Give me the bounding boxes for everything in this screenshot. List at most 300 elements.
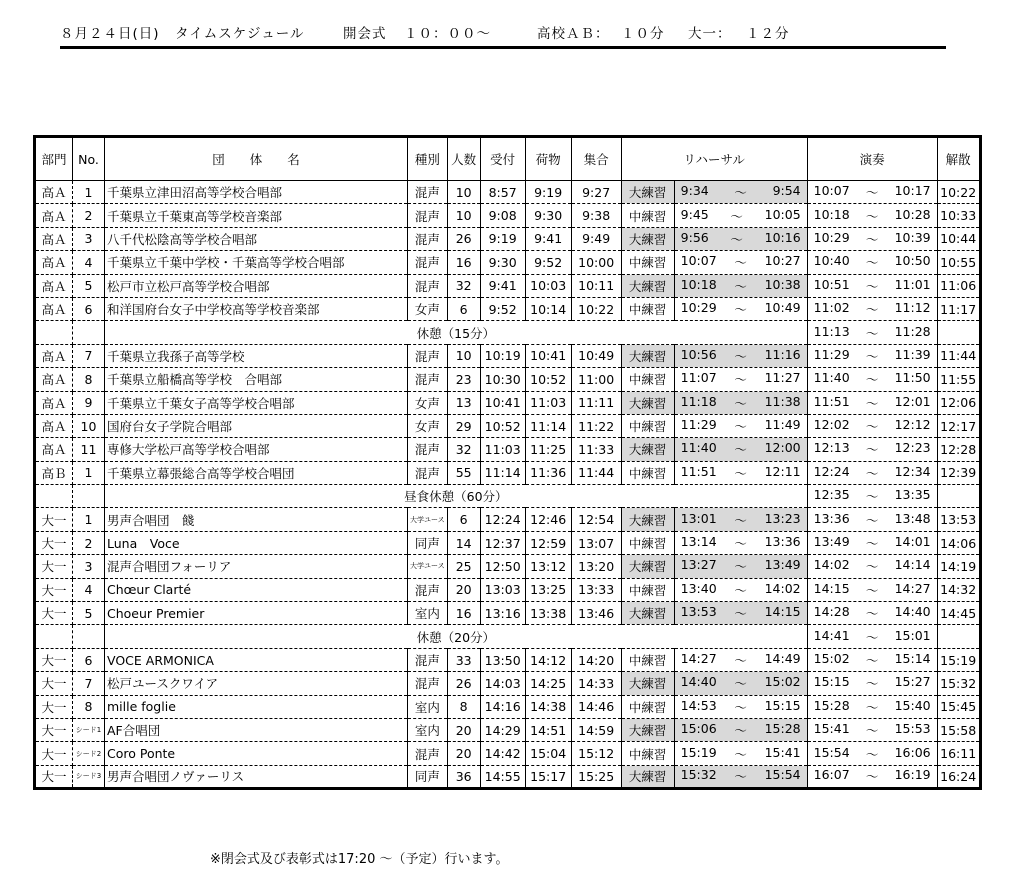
count-cell: 23: [447, 368, 480, 391]
performance-end: 14:40: [894, 604, 931, 620]
rehearsal-start: 15:06: [680, 721, 717, 737]
performance-start: 15:02: [813, 651, 850, 666]
tilde: ～: [865, 325, 879, 341]
rehearsal-time-cell: [674, 578, 807, 601]
tilde: ～: [734, 465, 747, 481]
type-cell: 室内: [408, 695, 448, 718]
type-cell: 混声: [408, 251, 448, 274]
rehearsal-time-cell: [674, 648, 807, 671]
assembly-cell: 10:22: [571, 297, 621, 320]
count-cell: 26: [447, 672, 480, 695]
type-cell: 女声: [408, 391, 448, 414]
count-cell: 20: [447, 742, 480, 765]
col-reception: 受付: [480, 137, 525, 181]
performance-time: [810, 721, 935, 739]
dept-cell: [35, 321, 73, 344]
performance-end: 15:40: [894, 697, 931, 713]
luggage-cell: 14:25: [525, 672, 571, 695]
reception-cell: 10:41: [480, 391, 525, 414]
number-cell: シード2: [73, 742, 105, 765]
group-name-cell: 千葉県立千葉東高等学校音楽部: [105, 204, 408, 227]
performance-time-cell: [807, 227, 937, 250]
tilde: ～: [734, 653, 747, 668]
col-type: 種別: [408, 137, 448, 181]
reception-cell: 14:29: [480, 718, 525, 741]
tilde: ～: [865, 231, 879, 247]
dismiss-cell: [937, 625, 980, 648]
dept-cell: 大一: [35, 672, 73, 695]
rehearsal-start: 11:51: [680, 463, 717, 479]
luggage-cell: 10:03: [525, 274, 571, 297]
tilde: ～: [734, 536, 747, 552]
performance-time-cell: [807, 531, 937, 554]
luggage-cell: 11:03: [525, 391, 571, 414]
dept-cell: 大一: [35, 742, 73, 765]
assembly-cell: 15:12: [571, 742, 621, 765]
dismiss-cell: 12:17: [937, 414, 980, 437]
count-cell: 10: [447, 181, 480, 204]
rehearsal-time-cell: [674, 181, 807, 204]
tilde: ～: [865, 395, 879, 411]
group-name-cell: AF合唱団: [105, 718, 408, 741]
type-cell: 室内: [408, 602, 448, 625]
tilde: ～: [865, 559, 879, 575]
dismiss-cell: 16:24: [937, 765, 980, 788]
count-cell: 32: [447, 438, 480, 461]
rehearsal-room-cell: 大練習: [621, 555, 674, 578]
dept-cell: 高Ａ: [35, 251, 73, 274]
rehearsal-room-cell: 大練習: [621, 274, 674, 297]
assembly-cell: 14:33: [571, 672, 621, 695]
count-cell: 55: [447, 461, 480, 484]
tilde: ～: [730, 231, 743, 247]
dept-cell: 高Ｂ: [35, 461, 73, 484]
reception-cell: 10:19: [480, 344, 525, 367]
tilde: ～: [734, 348, 747, 364]
performance-start: 14:15: [813, 580, 850, 596]
rehearsal-room-cell: 中練習: [621, 251, 674, 274]
performance-time: [810, 300, 935, 318]
performance-time: [810, 394, 935, 412]
rehearsal-time: [677, 464, 805, 482]
rehearsal-time-cell: [674, 461, 807, 484]
number-cell: 1: [73, 181, 105, 204]
rehearsal-room-cell: 中練習: [621, 648, 674, 671]
performance-start: 11:40: [813, 370, 850, 386]
rehearsal-start: 11:07: [680, 370, 717, 386]
break-row: [35, 321, 981, 344]
count-cell: 8: [447, 695, 480, 718]
performance-time: [810, 370, 935, 388]
performance-time-cell: [807, 508, 937, 531]
performance-start: 10:51: [813, 276, 850, 292]
tilde: ～: [865, 348, 879, 364]
count-cell: 20: [447, 578, 480, 601]
luggage-cell: 14:38: [525, 695, 571, 718]
assembly-cell: 10:49: [571, 344, 621, 367]
rehearsal-start: 13:01: [680, 510, 717, 526]
tilde: ～: [865, 442, 879, 458]
performance-time-cell: [807, 485, 937, 508]
reception-cell: 10:52: [480, 414, 525, 437]
rehearsal-time: [677, 721, 805, 739]
rehearsal-start: 15:32: [680, 767, 717, 783]
dismiss-cell: 15:58: [937, 718, 980, 741]
rehearsal-room-cell: 中練習: [621, 297, 674, 320]
rehearsal-end: 9:54: [772, 183, 801, 199]
number-cell: 3: [73, 555, 105, 578]
dept-cell: 高Ａ: [35, 297, 73, 320]
dismiss-cell: 15:45: [937, 695, 980, 718]
dismiss-cell: 12:39: [937, 461, 980, 484]
assembly-cell: 13:46: [571, 602, 621, 625]
assembly-cell: 14:46: [571, 695, 621, 718]
rehearsal-room-cell: 中練習: [621, 531, 674, 554]
rehearsal-start: 9:56: [680, 229, 709, 245]
group-name-cell: 専修大学松戸高等学校合唱部: [105, 438, 408, 461]
dept-cell: 大一: [35, 602, 73, 625]
performance-time: [810, 745, 935, 763]
table-row: [35, 461, 981, 484]
performance-time: [810, 557, 935, 575]
luggage-cell: 11:14: [525, 414, 571, 437]
performance-time: [810, 417, 935, 435]
tilde: ～: [734, 746, 747, 762]
reception-cell: 12:24: [480, 508, 525, 531]
luggage-cell: 10:14: [525, 297, 571, 320]
type-cell: 混声: [408, 672, 448, 695]
rehearsal-room-cell: 中練習: [621, 742, 674, 765]
rehearsal-room-cell: 大練習: [621, 508, 674, 531]
performance-start: 15:54: [813, 744, 850, 760]
rehearsal-end: 10:49: [764, 300, 801, 316]
dept-cell: 高Ａ: [35, 344, 73, 367]
rehearsal-time: [677, 698, 805, 716]
count-cell: 25: [447, 555, 480, 578]
number-cell: [73, 321, 105, 344]
table-row: [35, 274, 981, 297]
group-name-cell: 千葉県立千葉女子高等学校合唱部: [105, 391, 408, 414]
reception-cell: 9:41: [480, 274, 525, 297]
number-cell: 4: [73, 251, 105, 274]
rehearsal-time: [677, 534, 805, 552]
performance-end: 16:06: [894, 744, 931, 760]
luggage-cell: 12:59: [525, 531, 571, 554]
col-assembly: 集合: [571, 137, 621, 181]
tilde: ～: [865, 185, 879, 201]
dismiss-cell: 11:06: [937, 274, 980, 297]
performance-end: 13:35: [894, 487, 931, 503]
performance-start: 12:02: [813, 417, 850, 433]
reception-cell: 9:30: [480, 251, 525, 274]
rehearsal-time: [677, 394, 805, 412]
rehearsal-time-cell: [674, 251, 807, 274]
reception-cell: 12:50: [480, 555, 525, 578]
assembly-cell: 11:11: [571, 391, 621, 414]
rehearsal-end: 12:11: [764, 463, 801, 479]
rehearsal-start: 10:07: [680, 253, 717, 269]
rehearsal-room-cell: 中練習: [621, 695, 674, 718]
performance-time-cell: [807, 414, 937, 437]
rehearsal-end: 11:49: [764, 417, 801, 433]
performance-end: 12:34: [894, 463, 931, 479]
number-cell: 9: [73, 391, 105, 414]
schedule-date: ８月２４日(日): [60, 26, 160, 42]
dept-cell: 高Ａ: [35, 274, 73, 297]
assembly-cell: 11:44: [571, 461, 621, 484]
table-row: [35, 742, 981, 765]
luggage-cell: 11:25: [525, 438, 571, 461]
performance-time: [810, 253, 935, 271]
dismiss-cell: 14:45: [937, 602, 980, 625]
assembly-cell: 11:33: [571, 438, 621, 461]
rehearsal-time-cell: [674, 438, 807, 461]
rehearsal-start: 14:27: [680, 651, 717, 666]
number-cell: 5: [73, 274, 105, 297]
tilde: ～: [734, 185, 747, 201]
luggage-cell: 11:36: [525, 461, 571, 484]
rehearsal-time: [677, 207, 805, 225]
performance-time-cell: [807, 321, 937, 344]
dismiss-cell: 10:33: [937, 204, 980, 227]
dept-cell: 大一: [35, 695, 73, 718]
group-name-cell: 八千代松陰高等学校合唱部: [105, 227, 408, 250]
rehearsal-start: 10:18: [680, 276, 717, 292]
dept-cell: 大一: [35, 648, 73, 671]
tilde: ～: [734, 769, 747, 785]
number-cell: 8: [73, 695, 105, 718]
col-dismiss: 解散: [937, 137, 980, 181]
number-cell: [73, 625, 105, 648]
number-cell: 10: [73, 414, 105, 437]
dept-cell: [35, 625, 73, 648]
performance-time-cell: [807, 742, 937, 765]
assembly-cell: 14:59: [571, 718, 621, 741]
reception-cell: 12:37: [480, 531, 525, 554]
performance-start: 15:28: [813, 697, 850, 713]
performance-start: 16:07: [813, 767, 850, 783]
dept-cell: 大一: [35, 718, 73, 741]
dept-cell: 高Ａ: [35, 414, 73, 437]
col-performance: 演奏: [807, 137, 937, 181]
group-name-cell: Coro Ponte: [105, 742, 408, 765]
tilde: ～: [865, 302, 879, 318]
number-cell: 8: [73, 368, 105, 391]
luggage-cell: 15:17: [525, 765, 571, 788]
tilde: ～: [865, 419, 879, 435]
number-cell: 1: [73, 461, 105, 484]
rehearsal-time: [677, 347, 805, 365]
count-cell: 33: [447, 648, 480, 671]
type-cell: 混声: [408, 204, 448, 227]
tilde: ～: [865, 746, 879, 762]
table-row: [35, 602, 981, 625]
table-row: [35, 297, 981, 320]
performance-end: 15:53: [894, 721, 931, 737]
dismiss-cell: 16:11: [937, 742, 980, 765]
tilde: ～: [865, 582, 879, 598]
tilde: ～: [734, 419, 747, 435]
luggage-cell: 9:30: [525, 204, 571, 227]
number-cell: 2: [73, 531, 105, 554]
rehearsal-time: [677, 277, 805, 295]
performance-start: 14:02: [813, 557, 850, 573]
luggage-cell: 9:19: [525, 181, 571, 204]
count-cell: 14: [447, 531, 480, 554]
rehearsal-time-cell: [674, 531, 807, 554]
number-cell: 5: [73, 602, 105, 625]
performance-time-cell: [807, 648, 937, 671]
dept-cell: 大一: [35, 555, 73, 578]
assembly-cell: 13:07: [571, 531, 621, 554]
rehearsal-time: [677, 745, 805, 763]
count-cell: 20: [447, 718, 480, 741]
schedule-table: [33, 135, 982, 790]
daiichi-time: １２分: [746, 26, 790, 42]
performance-time-cell: [807, 602, 937, 625]
rehearsal-end: 12:00: [764, 440, 801, 456]
col-luggage: 荷物: [525, 137, 571, 181]
performance-end: 14:14: [894, 557, 931, 573]
performance-start: 14:41: [813, 627, 850, 643]
rehearsal-time: [677, 417, 805, 435]
rehearsal-time: [677, 440, 805, 458]
dismiss-cell: 14:06: [937, 531, 980, 554]
rehearsal-time-cell: [674, 508, 807, 531]
performance-end: 10:17: [894, 183, 931, 199]
col-count: 人数: [447, 137, 480, 181]
performance-time-cell: [807, 695, 937, 718]
count-cell: 26: [447, 227, 480, 250]
rehearsal-time: [677, 370, 805, 388]
performance-time-cell: [807, 555, 937, 578]
col-bumon: 部門: [35, 137, 73, 181]
rehearsal-start: 11:18: [680, 393, 717, 409]
performance-start: 13:49: [813, 534, 850, 550]
rehearsal-room-cell: 中練習: [621, 414, 674, 437]
tilde: ～: [865, 208, 879, 224]
rehearsal-time-cell: [674, 672, 807, 695]
rehearsal-end: 13:23: [764, 510, 801, 526]
type-cell: 混声: [408, 578, 448, 601]
group-name-cell: Choeur Premier: [105, 602, 408, 625]
reception-cell: 14:55: [480, 765, 525, 788]
performance-start: 10:07: [813, 183, 850, 199]
type-cell: 室内: [408, 718, 448, 741]
rehearsal-end: 10:16: [764, 229, 801, 245]
performance-time: [810, 183, 935, 201]
performance-end: 11:12: [894, 300, 931, 316]
rehearsal-start: 14:53: [680, 697, 717, 713]
dismiss-cell: 10:55: [937, 251, 980, 274]
rehearsal-end: 14:02: [764, 580, 801, 596]
performance-end: 10:28: [894, 206, 931, 222]
dismiss-cell: 14:19: [937, 555, 980, 578]
rehearsal-end: 15:41: [764, 744, 801, 760]
number-cell: シード3: [73, 765, 105, 788]
luggage-cell: 9:52: [525, 251, 571, 274]
break-row: [35, 625, 981, 648]
col-group: 団 体 名: [105, 137, 408, 181]
count-cell: 16: [447, 602, 480, 625]
count-cell: 29: [447, 414, 480, 437]
type-cell: 女声: [408, 297, 448, 320]
group-name-cell: 男声合唱団 餞: [105, 508, 408, 531]
performance-time-cell: [807, 344, 937, 367]
luggage-cell: 14:51: [525, 718, 571, 741]
group-name-cell: 混声合唱団フォーリア: [105, 555, 408, 578]
count-cell: 10: [447, 344, 480, 367]
performance-start: 12:35: [813, 487, 850, 503]
performance-start: 10:29: [813, 229, 850, 245]
dismiss-cell: 12:28: [937, 438, 980, 461]
group-name-cell: 松戸市立松戸高等学校合唱部: [105, 274, 408, 297]
table-row: [35, 414, 981, 437]
count-cell: 36: [447, 765, 480, 788]
tilde: ～: [734, 372, 747, 388]
group-name-cell: 千葉県立幕張総合高等学校合唱団: [105, 461, 408, 484]
rehearsal-start: 9:45: [680, 206, 709, 222]
rehearsal-time-cell: [674, 695, 807, 718]
tilde: ～: [865, 699, 879, 715]
performance-time: [810, 440, 935, 458]
table-row: [35, 391, 981, 414]
performance-time-cell: [807, 672, 937, 695]
performance-start: 15:15: [813, 674, 850, 690]
dept-cell: 大一: [35, 765, 73, 788]
dismiss-cell: 11:55: [937, 368, 980, 391]
rehearsal-end: 11:16: [764, 346, 801, 362]
performance-time-cell: [807, 204, 937, 227]
performance-end: 10:39: [894, 229, 931, 245]
dept-cell: 高Ａ: [35, 227, 73, 250]
reception-cell: 14:03: [480, 672, 525, 695]
tilde: ～: [734, 442, 747, 458]
table-row: [35, 508, 981, 531]
number-cell: 7: [73, 672, 105, 695]
dismiss-cell: 13:53: [937, 508, 980, 531]
dept-cell: 大一: [35, 508, 73, 531]
count-cell: 6: [447, 508, 480, 531]
number-cell: 2: [73, 204, 105, 227]
group-name-cell: Chœur Clarté: [105, 578, 408, 601]
rehearsal-start: 13:40: [680, 580, 717, 596]
rehearsal-time: [677, 651, 805, 669]
luggage-cell: 10:52: [525, 368, 571, 391]
dept-cell: 高Ａ: [35, 391, 73, 414]
rehearsal-start: 13:14: [680, 534, 717, 550]
tilde: ～: [865, 255, 879, 271]
reception-cell: 13:50: [480, 648, 525, 671]
table-row: [35, 695, 981, 718]
performance-time: [810, 230, 935, 248]
performance-end: 11:50: [894, 370, 931, 386]
luggage-cell: 12:46: [525, 508, 571, 531]
performance-end: 11:01: [894, 276, 931, 292]
number-cell: シード1: [73, 718, 105, 741]
performance-time-cell: [807, 181, 937, 204]
type-cell: 混声: [408, 438, 448, 461]
dismiss-cell: 12:06: [937, 391, 980, 414]
rehearsal-room-cell: 大練習: [621, 602, 674, 625]
break-label-cell: 休憩（20分）: [105, 625, 808, 648]
table-row: [35, 227, 981, 250]
tilde: ～: [865, 536, 879, 552]
tilde: ～: [734, 278, 747, 294]
col-no: No.: [73, 137, 105, 181]
performance-end: 15:14: [894, 651, 931, 666]
number-cell: 1: [73, 508, 105, 531]
